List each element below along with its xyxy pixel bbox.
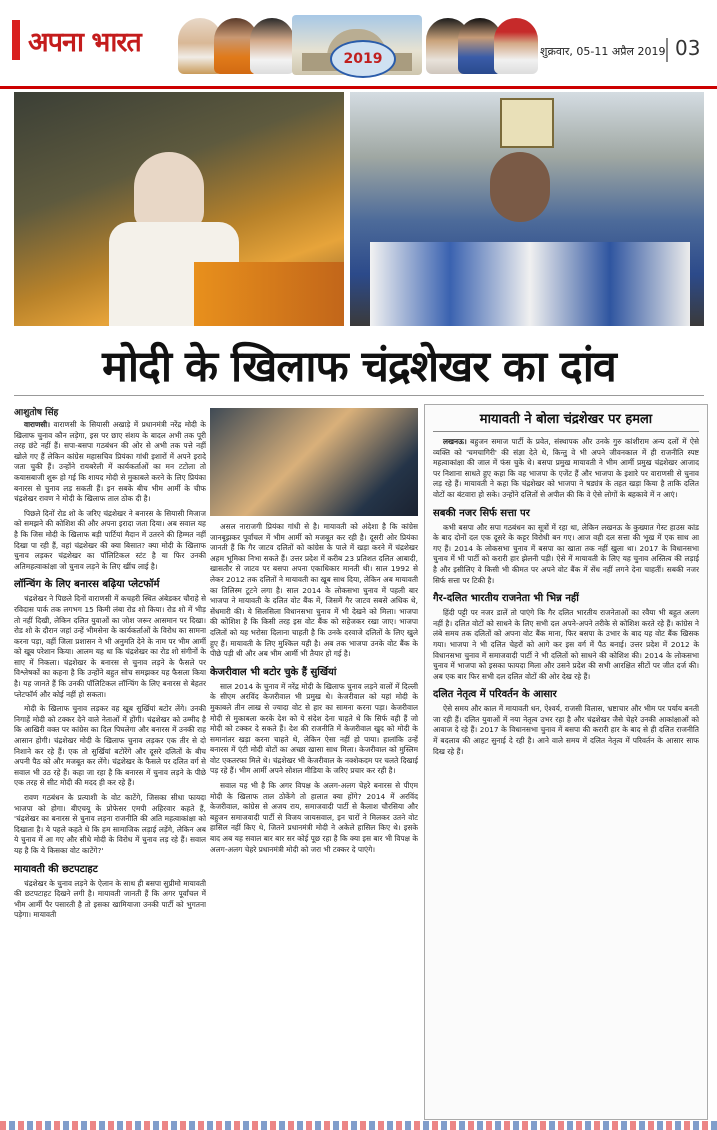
paragraph [14,420,206,505]
paragraph: साल 2014 के चुनाव में नरेंद्र मोदी के खिलाफ चुनाव लड़ने वालों में दिल्ली के सीएम अरविंद केजरीवाल भी प्रमुख थे। केजरीवाल को यहां मोदी के मुकाबले तीन लाख से ज्यादा वोट से हार का सामना करना पड़ा। केजरीवाल मोदी से मुकाबला करके देश को ये संदेश देना चाहते थे कि सिर्फ वही हैं जो मोदी को टक्कर दे सकते हैं। देश की राजनीति में केजरीवाल खुद को मोदी के समानांतर खड़ा करना चाहते थे, लेकिन ऐसा नहीं हो पाया। हालांकि उन्हें बनारस में एंटी मोदी वोटों का अच्छा खासा साथ मिला। केजरीवाल को मुस्लिम वोट एकतरफा मिले थे। चंद्रशेखर भी केजरीवाल के नक्शेकदम पर चलते दिखाई पड़ रहे हैं। भीम आर्मी अपने सोशल मीडिया के जरिए प्रचार कर रही है। [210,681,418,776]
dateline: लखनऊ। [443,437,467,446]
byline: आशुतोष सिंह [14,408,59,418]
article-column-2 [210,522,418,1118]
photo-flowers [194,262,344,326]
leader-portrait-3 [250,18,294,74]
paragraph: रावण गठबंधन के प्रत्याशी के वोट काटेंगे, जिसका सीधा फायदा भाजपा को होगा। बीएचयू के प्रोफेसर एमपी अहिरवार कहते हैं, 'चंद्रशेखर का बनारस से चुनाव लड़ना राजनीति की अति महत्वाकांक्षा को दिखाता है। ये पहले कहते थे कि हम सामाजिक लड़ाई लड़ेंगे, लेकिन अब ये चुनाव में आ गए और सीधे मोदी के विरोध में चुनाव लड़ रहे हैं। सवाल यह है कि ये किसका वोट काटेंगे?' [14,793,206,855]
chandrashekhar-inset-photo [210,408,418,516]
masthead [0,0,717,88]
paragraph: हिंदी पट्टी पर नजर डालें तो पाएंगे कि गैर दलित भारतीय राजनेताओं का रवैया भी बहुत अलग नहीं है। दलित वोटों को साधने के लिए सभी दल अपने-अपने तरीके से कोशिश करते रहे हैं। कांग्रेस ने लंबे समय तक दलितों को अपना वोट बैंक माना, फिर बसपा के उभार के बाद यह वोट बैंक खिसक गया। भाजपा ने भी दलित चेहरों को आगे कर इस वर्ग में पैठ बनाई। उत्तर प्रदेश में 2012 के विधानसभा चुनाव में समाजवादी पार्टी ने भी दलितों को साधने की कोशिश की। 2014 के लोकसभा चुनाव में भाजपा को इसका फायदा मिला और उसने प्रदेश की सभी आरक्षित सीटों पर जीत दर्ज की। अब एक बार फिर सभी दल दलित वोटों की ओर देख रहे हैं। [433,608,699,681]
issue-date: शुक्रवार, 05-11 अप्रैल 2019 [540,45,666,58]
sidebar-story-box [424,404,708,1120]
paragraph: चंद्रशेखर के चुनाव लड़ने के ऐलान के साथ ही बसपा सुप्रीमो मायावती की छटपटाहट दिखने लगी है। मायावती जानती हैं कि अगर पूर्वांचल में भीम आर्मी पैर पसारती है तो इसका खामियाजा उनकी पार्टी को भुगतना पड़ेगा। मायावती [14,878,206,920]
paragraph: असल नाराजगी प्रियंका गांधी से है। मायावती को अंदेशा है कि कांग्रेस जानबूझकर पूर्वांचल में भीम आर्मी को मजबूत कर रही है। दूसरी ओर प्रियंका जानती हैं कि गैर जाटव दलितों को कांग्रेस के पाले में खड़ा करने में चंद्रशेखर अहम भूमिका निभा सकते हैं। उत्तर प्रदेश में करीब 23 प्रतिशत दलित आबादी, खासतौर से जाटव पर बसपा अपना एकाधिकार मानती थी। साल 1992 से लेकर 2012 तक दलितों ने मायावती का खूब साथ दिया, लेकिन अब मायावती का तिलिस्म टूटने लगा है। साल 2014 के लोकसभा चुनाव में पहली बार भाजपा ने मायावती के दलित वोट बैंक में, जिसमें गैर जाटव सबसे अधिक थे, सेंधमारी की। ये सिलसिला विधानसभा चुनाव में भी देखने को मिला। भाजपा की कोशिश है कि किसी तरह इस वोट बैंक को सहेजकर रखा जाए। भाजपा दलितों को यह भरोसा दिलाना चाहती है कि उनके दरवाजे दलितों के लिए खुले हुए हैं। मायावती के लिए मुश्किल यही है। अब तक भाजपा उनके वोट बैंक के पीछे पड़ी थी और अब भीम आर्मी भी तैयार हो गई है। [210,522,418,659]
paragraph-text: बहुजन समाज पार्टी के प्रवेत, संस्थापक और उनके गुरु कांशीराम अन्य दलों में ऐसे व्यक्ति को 'चमचागिरी' की संज्ञा देते थे, किन्तु वे भी अपने जीवनकाल में ही राजनीति स्पष्ट महत्वाकांक्षा की जाल में फंस चुके थे। बसपा प्रमुख मायावती ने भीम आर्मी प्रमुख चंद्रशेखर आजाद पर निशाना साधते हुए कहा कि वह भाजपा के एजेंट हैं और भाजपा के इशारे पर वाराणसी से चुनाव लड़ रहे हैं। मायावती ने कहा कि चंद्रशेखर को भाजपा ने षड्यंत्र के तहत खड़ा किया है ताकि दलित वोटों का बंटवारा हो सके। उन्होंने दलितों से अपील की कि वे ऐसे लोगों के बहकावे में न आएं। [433,437,699,499]
subheading: लॉन्चिंग के लिए बनारस बढ़िया प्लेटफॉर्म [14,579,160,591]
section-logo: अपना भारत [28,27,141,58]
photo-figure-head [134,152,204,232]
paragraph: सवाल यह भी है कि अगर विपक्ष के अलग-अलग चेहरे बनारस से पीएम मोदी के खिलाफ ताल ठोकेंगे तो हालात क्या होंगे? 2014 में अरविंद केजरीवाल, कांग्रेस से अजय राय, समाजवादी पार्टी से कैलाश चौरसिया और बहुजन समाजवादी पार्टी से विजय जायसवाल, इन चारों ने मिलकर उतने वोट हासिल नहीं किए थे, जितने प्रधानमंत्री मोदी ने अकेले हासिल किए थे। इसके बाद अब यह सवाल बार बार सर कोई पूछ रहा है कि क्या इस बार भी विपक्ष के अलग-अलग चेहरे प्रधानमंत्री मोदी को जरा भी टक्कर दे पाएंगे। [210,781,418,854]
subheading: सबकी नजर सिर्फ सत्ता पर [433,507,530,519]
photo-crowd [370,242,690,326]
page-number-divider [666,38,668,62]
masthead-rule [0,86,717,89]
article-column-1 [14,420,206,1118]
paragraph [433,437,699,501]
modi-roadshow-photo [14,92,344,326]
leader-portrait-6 [494,18,538,74]
paragraph: चंद्रशेखर ने पिछले दिनों वाराणसी में कचहरी स्थित अंबेडकर चौराहे से रविदास पार्क तक लगभग 15 किमी लंबा रोड शो किया। रोड शो में भीड़ तो नहीं दिखी, लेकिन दलित युवाओं का जोश जरूर आसमान पर दिखा। रोड शो के दौरान जहां उन्हें भीमसेना के कार्यकर्ताओं के विरोध का सामना करना पड़ा, वहीं जिला प्रशासन ने भी अनुमति देने के नाम पर भीम आर्मी को खूब परेशान किया। आलम यह था कि चंद्रशेखर का रोड शो संगीनों के साए में निकला। चंद्रशेखर के बनारस से चुनाव लड़ने के फैसले पर विश्लेषकों का कहना है कि उन्होंने बहुत सोच समझकर यह फैसला किया है। यह जानते हैं कि उनकी पॉलिटिकल लॉन्चिंग के लिए बनारस से बेहतर प्लेटफॉर्म और कोई नहीं हो सकता। [14,594,206,699]
page-number: 03 [675,36,701,60]
paragraph: कभी बसपा और सपा गठबंधन का सूत्रों में रहा था, लेकिन लखनऊ के कुख्यात गेस्ट हाउस कांड के बाद दोनों दल एक दूसरे के कट्टर विरोधी बन गए। आज वही दल सत्ता की भूख में एक साथ आ गए हैं। 2014 के लोकसभा चुनाव में बसपा का खाता तक नहीं खुला था। 2017 के विधानसभा चुनाव में भी पार्टी को करारी हार झेलनी पड़ी। ऐसे में मायावती के लिए यह चुनाव अस्तित्व की लड़ाई है और इसीलिए वे किसी भी कीमत पर अपने वोट बैंक में सेंध नहीं लगने देना चाहतीं। सबकी नजर सिर्फ सत्ता पर टिकी है। [433,522,699,585]
chandrashekhar-rally-photo [350,92,704,326]
sidebar-title-rule [433,431,699,432]
paragraph: पिछले दिनों रोड शो के जरिए चंद्रशेखर ने बनारस के सियासी मिजाज को समझने की कोशिश की और अपना इरादा जता दिया। अब सवाल यह है कि जिस मोदी के खिलाफ बड़ी पार्टियां मैदान में उतरने की हिम्मत नहीं दिखा पा रही हैं, वहां चंद्रशेखर की क्या बिसात? क्या मोदी के खिलाफ चुनाव लड़कर चंद्रशेखर का पॉलिटिकल स्टंट है या फिर उनकी अतिमहत्वाकांक्षा जो चुनाव लड़ने के लिए खींच लाई है। [14,508,206,571]
subheading: केजरीवाल भी बटोर चुके हैं सुर्खियां [210,666,337,678]
photo-placard [500,98,554,148]
sidebar-story-body [433,437,699,1113]
subheading: मायावती की छटपटाहट [14,863,98,875]
dateline: वाराणसी। [24,420,51,429]
paragraph-text: वाराणसी के सियासी अखाड़े में प्रधानमंत्री नरेंद्र मोदी के खिलाफ चुनाव कौन लड़ेगा, इस पर छाए संशय के बादल अभी तक पूरी तरह छंटे नहीं हैं। सपा-बसपा गठबंधन की ओर से अभी तक पत्ते नहीं खोले गए हैं लेकिन कांग्रेस महासचिव प्रियंका गांधी इशारों में अपने इरादे जता चुकी हैं। उन्होंने रायबरेली में कार्यकर्ताओं का मन टटोला तो कयासबाजी शुरू हो गई कि शायद मोदी से मुकाबले करने के लिए प्रियंका बनारस से चुनाव लड़ सकती हैं। इन सबके बीच भीम आर्मी के चीफ चंद्रशेखर रावण ने मोदी के खिलाफ ताल ठोक दी है। [14,420,206,504]
photo-crowd-head [490,152,550,222]
subheading: गैर-दलित भारतीय राजनेता भी भिन्न नहीं [433,593,579,605]
footer-decoration [0,1121,717,1130]
sidebar-story-title: मायावती ने बोला चंद्रशेखर पर हमला [479,412,653,427]
subheading: दलित नेतृत्व में परिवर्तन के आसार [433,689,557,701]
paragraph: ऐसे समय और काल में मायावती धन, ऐश्वर्य, राजसी विलास, भ्रष्टाचार और भीम पर पर्याय बनती जा रही हैं। दलित युवाओं में नया नेतृत्व उभर रहा है और चंद्रशेखर जैसे चेहरे उनकी आकांक्षाओं को आवाज दे रहे हैं। 2017 के विधानसभा चुनाव में बसपा की करारी हार के बाद से ही दलित राजनीति में बदलाव की आहट सुनाई दे रही है। आने वाले समय में दलित नेतृत्व में परिवर्तन के आसार साफ दिख रहे हैं। [433,704,699,756]
page-headline: मोदी के खिलाफ चंद्रशेखर का दांव [102,342,616,392]
paragraph: मोदी के खिलाफ चुनाव लड़कर वह खूब सुर्खियां बटोर लेंगे। उनकी निगाहें मोदी को टक्कर देने वाले नेताओं में होंगी। चंद्रशेखर को उम्मीद है कि आखिरी वक्त पर कांग्रेस का दिल पिघलेगा और बनारस में उनकी राह आसान होगी। चंद्रशेखर मोदी के खिलाफ चुनाव लड़कर एक तीर से दो निशाने कर रहे हैं। एक तो सुर्खियां बटोरेंगे और दूसरे दलितों के बीच अपनी पैठ को और मजबूत कर लेंगे। चंद्रशेखर के फैसले पर दलित वर्ग से सवाल भी उठ रहे हैं। कहा जा रहा है कि बनारस में चुनाव लड़ने के पीछे एक तरह से सीट मोदी की मदद ही कर रहे हैं। [14,704,206,788]
logo-accent-bar [12,20,20,60]
headline-rule [14,395,704,396]
election-badge: 2019 [330,40,396,78]
